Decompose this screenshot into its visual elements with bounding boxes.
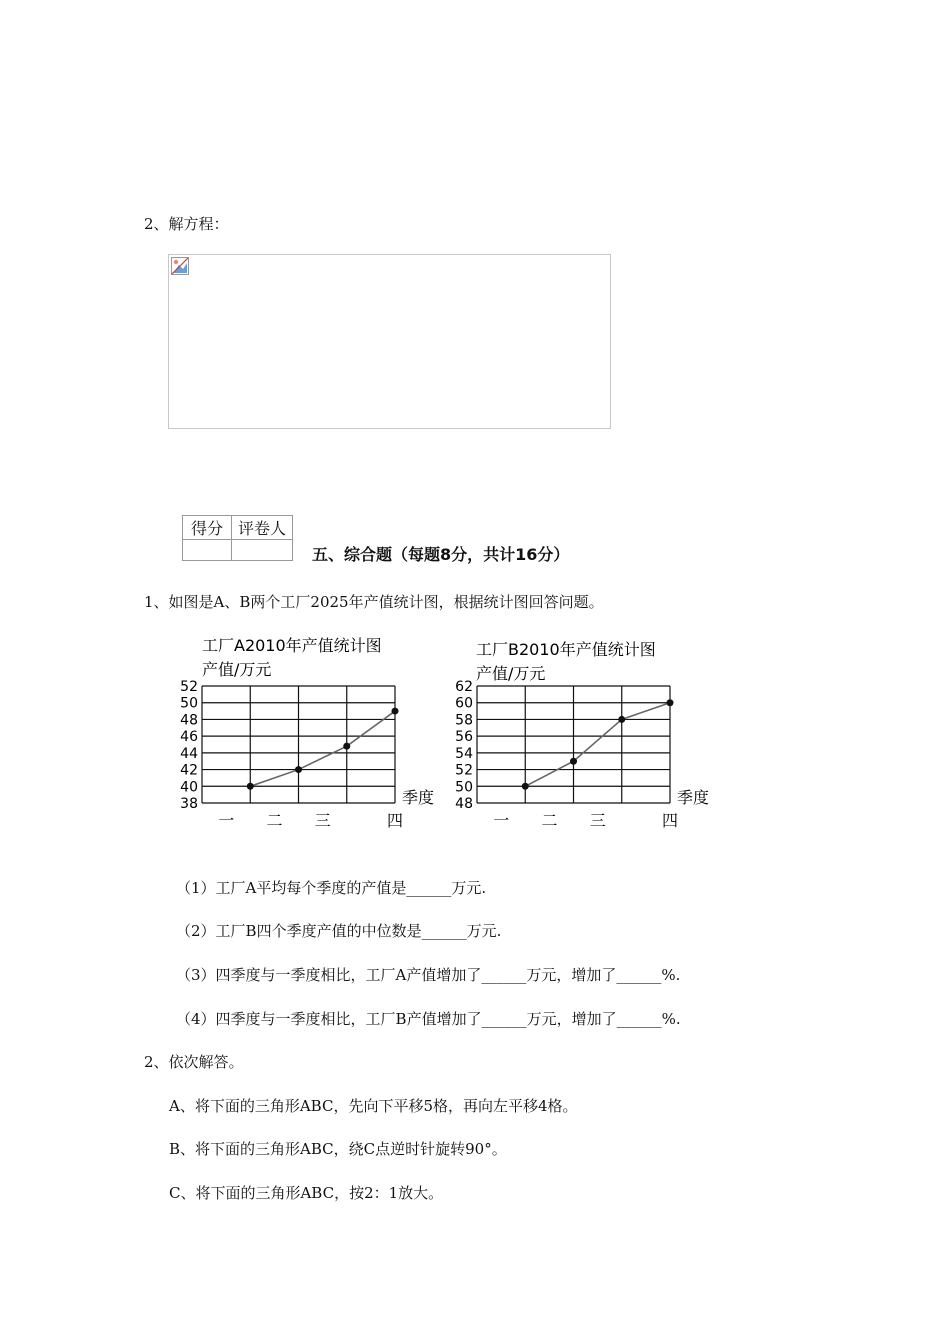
- chart-a-series-line: [250, 711, 395, 786]
- chart-b-ytick-label: 58: [455, 712, 473, 729]
- chart-a-category-label: 二: [266, 811, 283, 830]
- chart-b-data-point: [618, 716, 625, 723]
- sub-question-2: （2）工厂B四个季度产值的中位数是______万元.: [176, 922, 502, 940]
- chart-b-category-label: 一: [493, 811, 510, 830]
- chart-b-ytick-label: 54: [455, 745, 473, 762]
- chart-a-ytick-label: 38: [180, 796, 198, 812]
- step-b: B、将下面的三角形ABC，绕C点逆时针旋转90°。: [169, 1140, 507, 1158]
- chart-a-xlabel: 季度: [402, 788, 435, 807]
- chart-a-ytick-label: 50: [180, 695, 198, 712]
- chart-a-title: 工厂A2010年产值统计图: [202, 636, 382, 655]
- chart-a-data-point: [295, 766, 302, 773]
- chart-b-ytick-label: 60: [455, 695, 473, 712]
- chart-b-ytick-label: 56: [455, 729, 473, 746]
- score-label: 得分: [183, 516, 232, 540]
- chart-b-data-point: [570, 758, 577, 765]
- chart-a-ytick-label: 52: [180, 679, 198, 695]
- sub-question-1: （1）工厂A平均每个季度的产值是______万元.: [176, 879, 487, 897]
- question-2-steps: 2、依次解答。: [144, 1053, 244, 1071]
- chart-b-ytick-label: 62: [455, 679, 473, 695]
- factory-a-chart: [170, 630, 445, 840]
- chart-b-ytick-label: 52: [455, 762, 473, 779]
- grader-label: 评卷人: [232, 516, 293, 540]
- sub-question-3: （3）四季度与一季度相比，工厂A产值增加了______万元，增加了______%.: [176, 966, 681, 984]
- chart-a-ytick-label: 42: [180, 762, 198, 779]
- step-c: C、将下面的三角形ABC，按2：1放大。: [169, 1184, 444, 1202]
- chart-a-data-point: [392, 708, 399, 715]
- question-2-solve-equation: 2、解方程：: [144, 215, 229, 233]
- chart-a-ylabel: 产值/万元: [202, 660, 272, 679]
- factory-b-chart: [445, 630, 720, 840]
- section-title: 五、综合题（每题8分，共计16分）: [312, 545, 570, 564]
- chart-b-ytick-label: 50: [455, 779, 473, 796]
- chart-b-category-label: 二: [541, 811, 558, 830]
- broken-image-icon: [171, 257, 189, 275]
- step-a: A、将下面的三角形ABC，先向下平移5格，再向左平移4格。: [169, 1097, 578, 1115]
- chart-a-category-label: 四: [386, 811, 404, 830]
- equation-image-placeholder: [168, 254, 611, 429]
- score-table: [182, 515, 293, 561]
- chart-b-xlabel: 季度: [677, 788, 710, 807]
- chart-b-category-label: 四: [661, 811, 679, 830]
- chart-b-category-label: 三: [589, 811, 606, 830]
- chart-a-ytick-label: 44: [180, 745, 198, 762]
- chart-b-ylabel: 产值/万元: [476, 664, 546, 683]
- chart-a-ytick-label: 40: [180, 779, 198, 796]
- chart-a-ytick-label: 48: [180, 712, 198, 729]
- chart-a-data-point: [343, 743, 350, 750]
- chart-a-data-point: [247, 783, 254, 790]
- chart-b-title: 工厂B2010年产值统计图: [476, 640, 656, 659]
- sub-question-4: （4）四季度与一季度相比，工厂B产值增加了______万元，增加了______%.: [176, 1010, 681, 1028]
- chart-b-ytick-label: 48: [455, 796, 473, 812]
- chart-a-category-label: 一: [218, 811, 235, 830]
- chart-a-category-label: 三: [314, 811, 331, 830]
- chart-b-series-line: [525, 703, 670, 787]
- grader-cell[interactable]: [232, 540, 293, 561]
- chart-b-data-point: [667, 699, 674, 706]
- chart-b-data-point: [522, 783, 529, 790]
- chart-a-ytick-label: 46: [180, 729, 198, 746]
- question-1: 1、如图是A、B两个工厂2025年产值统计图，根据统计图回答问题。: [144, 593, 604, 611]
- score-cell[interactable]: [183, 540, 232, 561]
